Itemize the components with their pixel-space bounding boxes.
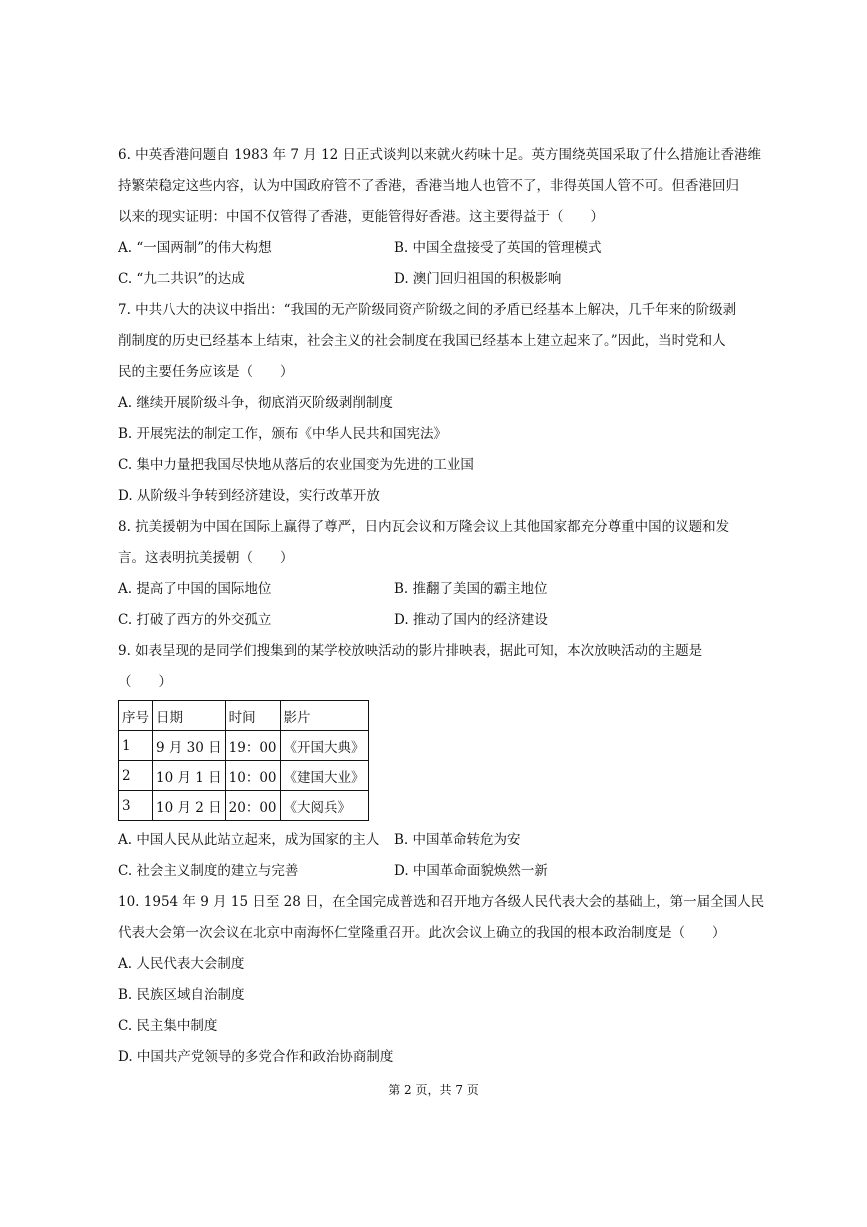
table-header-cell: 序号 bbox=[119, 701, 153, 731]
page-footer: 第 2 页，共 7 页 bbox=[388, 1083, 479, 1097]
table-cell: 1 bbox=[119, 731, 153, 761]
question-10 bbox=[118, 887, 765, 1073]
question-list bbox=[118, 140, 765, 1073]
option-d: D. 从阶级斗争转到经济建设，实行改革开放 bbox=[118, 488, 380, 504]
question-6 bbox=[118, 140, 762, 295]
option-row bbox=[118, 233, 758, 264]
question-8 bbox=[118, 512, 758, 636]
option-d: D. 中国革命面貌焕然一新 bbox=[394, 863, 548, 879]
table-cell: 10 月 2 日 bbox=[153, 791, 226, 821]
option-b: B. 中国全盘接受了英国的管理模式 bbox=[394, 240, 602, 256]
table-cell: 9 月 30 日 bbox=[153, 731, 226, 761]
option-d: D. 中国共产党领导的多党合作和政治协商制度 bbox=[118, 1049, 394, 1065]
question-text-line: 8. 抗美援朝为中国在国际上赢得了尊严，日内瓦会议和万隆会议上其他国家都充分尊重中国的议题和发 bbox=[118, 519, 730, 535]
option-row bbox=[118, 264, 758, 295]
table-row bbox=[119, 761, 369, 791]
option-row bbox=[118, 574, 758, 605]
question-text-line: 言。这表明抗美援朝（ ） bbox=[118, 550, 294, 566]
option-b: B. 民族区域自治制度 bbox=[118, 987, 245, 1003]
film-schedule-table bbox=[118, 700, 369, 821]
question-text-line: 代表大会第一次会议在北京中南海怀仁堂隆重召开。此次会议上确立的我国的根本政治制度是（ ） bbox=[118, 925, 726, 941]
question-text-line: 9. 如表呈现的是同学们搜集到的某学校放映活动的影片排映表，据此可知，本次放映活动的主题是 bbox=[118, 643, 703, 659]
question-text-line: 7. 中共八大的决议中指出：“我国的无产阶级同资产阶级之间的矛盾已经基本上解决，几千年来的阶级剥 bbox=[118, 302, 737, 318]
option-b: B. 开展宪法的制定工作，颁布《中华人民共和国宪法》 bbox=[118, 426, 448, 442]
question-text-line: （ ） bbox=[118, 674, 172, 690]
option-row bbox=[118, 825, 758, 856]
option-c: C. 社会主义制度的建立与完善 bbox=[118, 863, 299, 879]
option-row bbox=[118, 856, 758, 887]
question-9 bbox=[118, 636, 758, 887]
option-c: C. “九二共识”的达成 bbox=[118, 271, 245, 287]
question-text-line: 民的主要任务应该是（ ） bbox=[118, 364, 294, 380]
table-cell: 19：00 bbox=[225, 731, 280, 761]
question-text-line: 6. 中英香港问题自 1983 年 7 月 12 日正式谈判以来就火药味十足。英方围绕英国采取了什么措施让香港维 bbox=[118, 147, 762, 163]
question-7 bbox=[118, 295, 758, 512]
table-cell: 10 月 1 日 bbox=[153, 761, 226, 791]
table-row bbox=[119, 731, 369, 761]
option-d: D. 澳门回归祖国的积极影响 bbox=[394, 271, 562, 287]
option-a: A. 中国人民从此站立起来，成为国家的主人 bbox=[118, 832, 380, 848]
question-text-line: 10. 1954 年 9 月 15 日至 28 日，在全国完成普选和召开地方各级人民代表大会的基础上，第一届全国人民 bbox=[118, 894, 765, 910]
table-header-cell: 影片 bbox=[280, 701, 368, 731]
table-cell: 3 bbox=[119, 791, 153, 821]
option-a: A. 提高了中国的国际地位 bbox=[118, 581, 272, 597]
table-header-cell: 时间 bbox=[225, 701, 280, 731]
option-b: B. 推翻了美国的霸主地位 bbox=[394, 581, 548, 597]
option-d: D. 推动了国内的经济建设 bbox=[394, 612, 548, 628]
table-cell: 2 bbox=[119, 761, 153, 791]
table-cell: 20：00 bbox=[225, 791, 280, 821]
table-cell: 《大阅兵》 bbox=[280, 791, 368, 821]
option-b: B. 中国革命转危为安 bbox=[394, 832, 521, 848]
option-c: C. 集中力量把我国尽快地从落后的农业国变为先进的工业国 bbox=[118, 457, 474, 473]
option-a: A. 继续开展阶级斗争，彻底消灭阶级剥削制度 bbox=[118, 395, 393, 411]
question-text-line: 持繁荣稳定这些内容，认为中国政府管不了香港，香港当地人也管不了，非得英国人管不可。但香港回归 bbox=[118, 178, 739, 194]
table-header-row bbox=[119, 701, 369, 731]
table-cell: 《开国大典》 bbox=[280, 731, 368, 761]
question-text-line: 削制度的历史已经基本上结束，社会主义的社会制度在我国已经基本上建立起来了。”因此，当时党和人 bbox=[118, 333, 726, 349]
option-a: A. 人民代表大会制度 bbox=[118, 956, 245, 972]
table-cell: 10：00 bbox=[225, 761, 280, 791]
question-text-line: 以来的现实证明：中国不仅管得了香港，更能管得好香港。这主要得益于（ ） bbox=[118, 209, 604, 225]
table-header-cell: 日期 bbox=[153, 701, 226, 731]
option-c: C. 打破了西方的外交孤立 bbox=[118, 612, 272, 628]
option-a: A. “一国两制”的伟大构想 bbox=[118, 240, 272, 256]
table-cell: 《建国大业》 bbox=[280, 761, 368, 791]
table-row bbox=[119, 791, 369, 821]
option-c: C. 民主集中制度 bbox=[118, 1018, 218, 1034]
option-row bbox=[118, 605, 758, 636]
